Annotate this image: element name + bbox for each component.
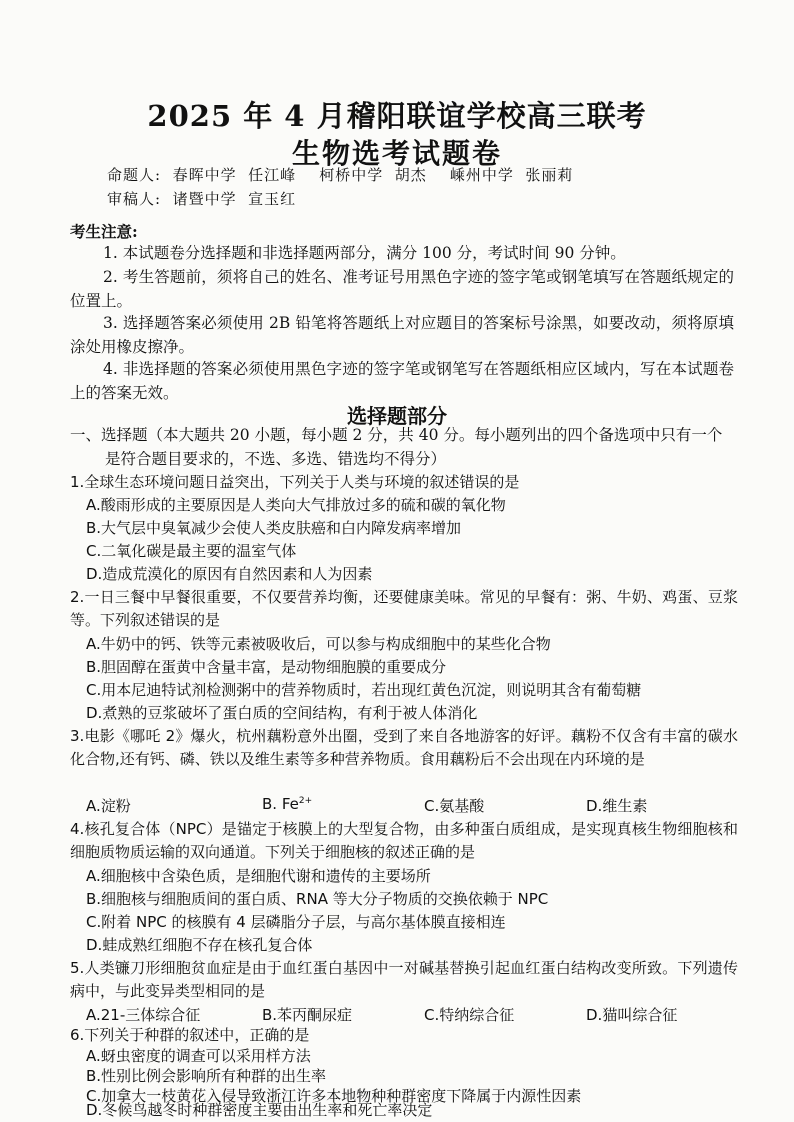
question-option: B.细胞核与细胞质间的蛋白质、RNA 等大分子物质的交换依赖于 NPC <box>86 890 549 908</box>
question-option: D.造成荒漠化的原因有自然因素和人为因素 <box>86 565 373 583</box>
question-option: C.二氧化碳是最主要的温室气体 <box>86 542 297 560</box>
question-stem: 5.人类镰刀形细胞贫血症是由于血红蛋白基因中一对碱基替换引起血红蛋白结构改变所致。下列遗传病中，与此变异类型相同的是 <box>70 959 738 1001</box>
question-option: A.牛奶中的钙、铁等元素被吸收后，可以参与构成细胞中的某些化合物 <box>86 635 551 653</box>
question-option: B. $Fe^{2+}$ <box>262 795 313 813</box>
reviewer-line <box>107 188 296 209</box>
question-option: B.性别比例会影响所有种群的出生率 <box>86 1067 327 1085</box>
question-option: C.用本尼迪特试剂检测粥中的营养物质时，若出现红黄色沉淀，则说明其含有葡萄糖 <box>86 681 642 699</box>
exam-subtitle: 生物选考试题卷 <box>291 137 502 170</box>
question-options-row <box>86 795 746 818</box>
section-title: 选择题部分 <box>347 404 447 428</box>
proposers-line <box>107 164 573 185</box>
question-option: B.胆固醇在蛋黄中含量丰富，是动物细胞膜的重要成分 <box>86 658 447 676</box>
question-option: C.特纳综合征 <box>424 1006 515 1024</box>
reviewer-name: 诸暨中学 宣玉红 <box>172 190 297 208</box>
part-instructions-line1: 一、选择题（本大题共 20 小题，每小题 2 分，共 40 分。每小题列出的四个备选项中只有一个 <box>70 426 723 444</box>
question-stem: 4.核孔复合体（NPC）是锚定于核膜上的大型复合物，由多种蛋白质组成，是实现真核生物细胞核和细胞质物质运输的双向通道。下列关于细胞核的叙述正确的是 <box>70 820 738 862</box>
question-stem: 1.全球生态环境问题日益突出，下列关于人类与环境的叙述错误的是 <box>70 473 520 491</box>
question-option: B.苯丙酮尿症 <box>262 1006 353 1024</box>
notice-item: 4. 非选择题的答案必须使用黑色字迹的签字笔或钢笔写在答题纸相应区域内，写在本试题卷上的答案无效。 <box>70 360 734 402</box>
reviewer-label: 审稿人: <box>107 190 162 208</box>
notice-item: 3. 选择题答案必须使用 2B 铅笔将答题纸上对应题目的答案标号涂黑，如要改动，须将原填涂处用橡皮擦净。 <box>70 314 734 356</box>
question-stem: 2.一日三餐中早餐很重要，不仅要营养均衡，还要健康美味。常见的早餐有：粥、牛奶、鸡蛋、豆浆等。下列叙述错误的是 <box>70 588 738 630</box>
part-instructions-line2: 是符合题目要求的，不选、多选、错选均不得分） <box>105 449 447 468</box>
question-option: A.细胞核中含染色质，是细胞代谢和遗传的主要场所 <box>86 867 431 885</box>
question-option: D.冬候鸟越冬时种群密度主要由出生率和死亡率决定 <box>86 1101 433 1119</box>
question-option: A.蚜虫密度的调查可以采用样方法 <box>86 1047 311 1065</box>
question-option: B.大气层中臭氧减少会使人类皮肤癌和白内障发病率增加 <box>86 519 462 537</box>
question-option: C.氨基酸 <box>424 797 485 815</box>
question-option: C.附着 NPC 的核膜有 4 层磷脂分子层，与高尔基体膜直接相连 <box>86 913 506 931</box>
question-option: D.煮熟的豆浆破坏了蛋白质的空间结构，有利于被人体消化 <box>86 704 478 722</box>
question-option: D.维生素 <box>586 797 648 815</box>
notice-heading: 考生注意: <box>70 222 138 241</box>
question-option: C.加拿大一枝黄花入侵导致浙江许多本地物种种群密度下降属于内源性因素 <box>86 1087 582 1105</box>
part-instructions <box>70 424 738 471</box>
proposers-names: 春晖中学 任江峰 柯桥中学 胡杰 嵊州中学 张丽莉 <box>172 166 574 184</box>
question-stem: 6.下列关于种群的叙述中，正确的是 <box>70 1026 310 1044</box>
question-stem: 3.电影《哪吒 2》爆火，杭州藕粉意外出圈，受到了来自各地游客的好评。藕粉不仅含有丰富的碳水化合物,还有钙、磷、铁以及维生素等多种营养物质。食用藕粉后不会出现在内环境的是 <box>70 727 738 769</box>
notice-item: 2. 考生答题前，须将自己的姓名、准考证号用黑色字迹的签字笔或钢笔填写在答题纸规定的位置上。 <box>70 268 734 310</box>
question-option: A.淀粉 <box>86 797 131 815</box>
question-option: D.猫叫综合征 <box>586 1006 678 1024</box>
proposers-label: 命题人: <box>107 166 162 184</box>
superscript: 2+ <box>298 796 313 806</box>
question-option: D.蛙成熟红细胞不存在核孔复合体 <box>86 936 313 954</box>
notice-item: 1. 本试题卷分选择题和非选择题两部分，满分 100 分，考试时间 90 分钟。 <box>103 244 626 262</box>
question-option: A.21-三体综合征 <box>86 1006 201 1024</box>
exam-title: 2025 年 4 月稽阳联谊学校高三联考 <box>147 99 647 133</box>
question-option: A.酸雨形成的主要原因是人类向大气排放过多的硫和碳的氧化物 <box>86 496 506 514</box>
